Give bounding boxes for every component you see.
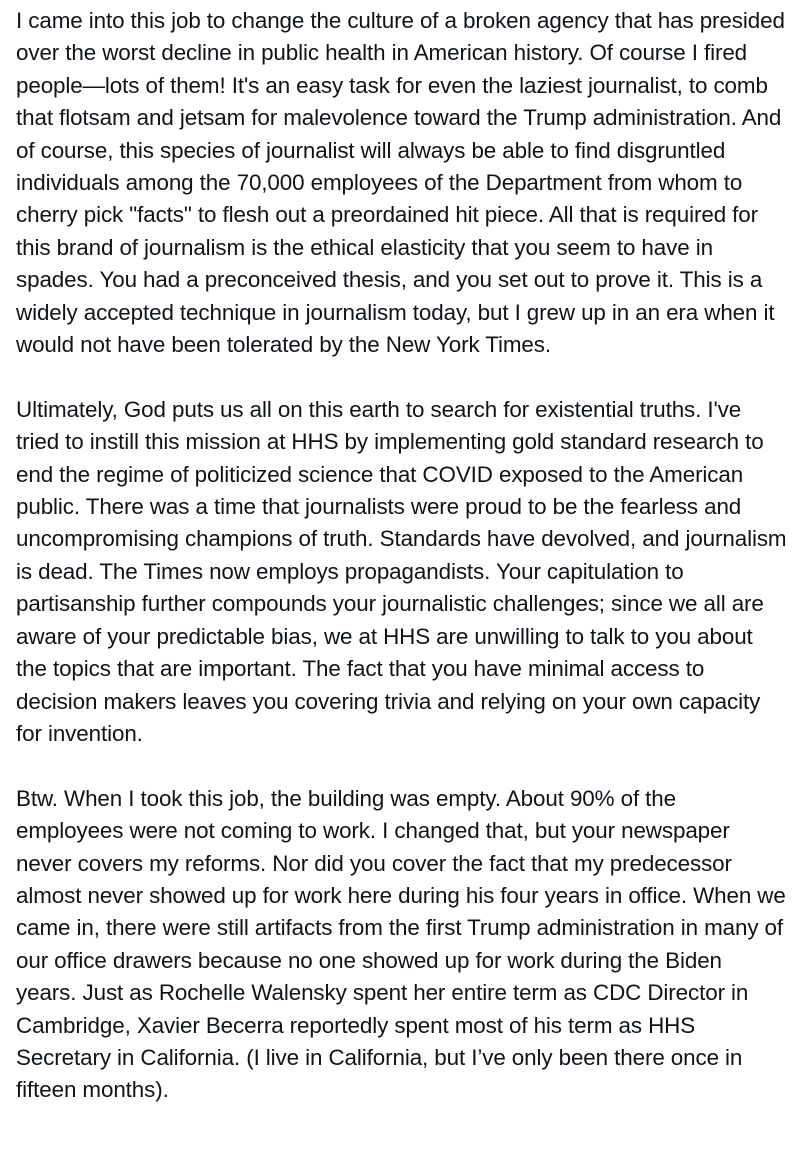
paragraph-reforms: Btw. When I took this job, the building was empty. About 90% of the employees were not coming to work. I changed that, but your newspaper never covers my reforms. Nor did you cover the fact that my predecessor almost never showed up for work here during his four years in office. When we came in, there were still artifacts from the first Trump administration in many of our office drawers because no one showed up for work during the Biden years. Just as Rochelle Walensky spent her entire term as CDC Director in Cambridge, Xavier Becerra reportedly spent most of his term as HHS Secretary in California. (I live in California, but I’ve only been there once in fifteen months). — [16, 785, 786, 1103]
paragraph-truths: Ultimately, God puts us all on this earth to search for existential truths. I've tried to instill this mission at HHS by implementing gold standard research to end the regime of politicized science that COVID exposed to the American public. There was a time that journalists were proud to be the fearless and uncompromising champions of truth. Standards have devolved, and journalism is dead. The Times now employs propagandists. Your capitulation to partisanship further compounds your journalistic challenges; since we all are aware of your predictable bias, we at HHS are unwilling to talk to you about the topics that are important. The fact that you have minimal access to decision makers leaves you covering trivia and relying on your own capacity for invention. — [16, 396, 787, 746]
paragraph-culture: I came into this job to change the culture of a broken agency that has presided over the worst decline in public health in American history. Of course I fired people—lots of them! It's an easy task for even the laziest journalist, to comb that flotsam and jetsam for malevolence toward the Trump administration. And of course, this species of journalist will always be able to find disgruntled individuals among the 70,000 employees of the Department from whom to cherry pick "facts" to flesh out a preordained hit piece. All that is required for this brand of journalism is the ethical elasticity that you seem to have in spades. You had a preconceived thesis, and you set out to prove it. This is a widely accepted technique in journalism today, but I grew up in an era when it would not have been tolerated by the New York Times. — [16, 8, 785, 358]
